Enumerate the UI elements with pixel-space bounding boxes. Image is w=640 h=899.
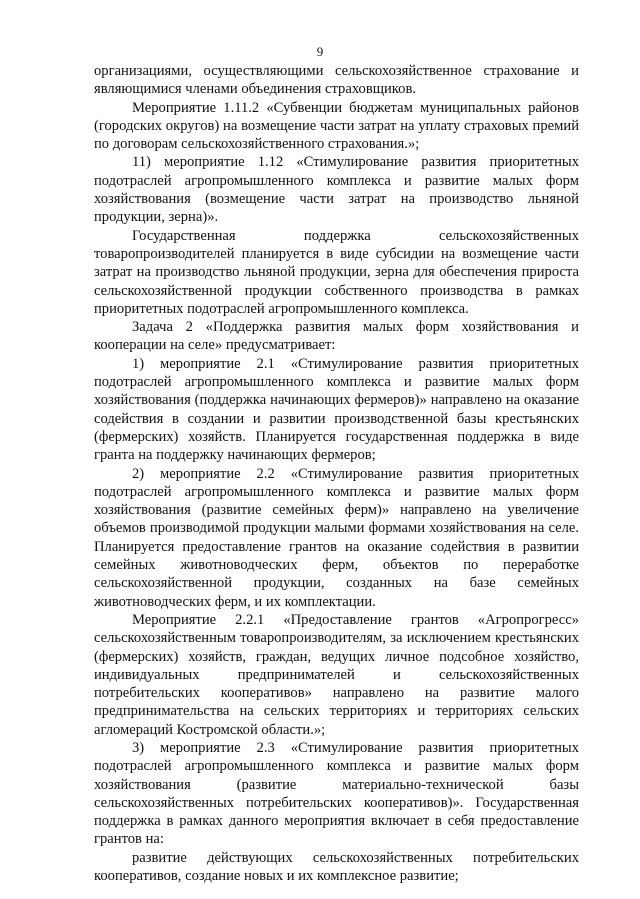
paragraph: развитие действующих сельскохозяйственных потребительских кооперативов, создание новых и их комплексное развитие; bbox=[94, 849, 579, 885]
paragraph: Государственная поддержка сельскохозяйственных товаропроизводителей планируется в виде субсидии на возмещение части затрат на производство льняной продукции, зерна для обеспечения прироста сельскохозяйственной продукции собственного производства в рамках приоритетных подотраслей агропромышленного комплекса. bbox=[94, 227, 579, 317]
paragraph: Мероприятие 1.11.2 «Субвенции бюджетам муниципальных районов (городских округов) на возмещение части затрат на уплату страховых премий по договорам сельскохозяйственного страхования.»; bbox=[94, 99, 579, 153]
paragraph: 2) мероприятие 2.2 «Стимулирование развития приоритетных подотраслей агропромышленного комплекса и развитие малых форм хозяйствования (развитие семейных ферм)» направлено на увеличение объемов производимой продукции малыми формами хозяйствования на селе. Планируется предоставление грантов на оказание содействия в развитии семейных животноводческих ферм, объектов по переработке сельскохозяйственной продукции, созданных на базе семейных животноводческих ферм, и их комплектации. bbox=[94, 465, 579, 610]
document-body bbox=[94, 62, 579, 885]
paragraph: 3) мероприятие 2.3 «Стимулирование развития приоритетных подотраслей агропромышленного комплекса и развитие малых форм хозяйствования (развитие материально-технической базы сельскохозяйственных потребительских кооперативов)». Государственная поддержка в рамках данного мероприятия включает в себя предоставление грантов на: bbox=[94, 739, 579, 848]
paragraph: 11) мероприятие 1.12 «Стимулирование развития приоритетных подотраслей агропромышленного комплекса и развитие малых форм хозяйствования (возмещение части затрат на производство льняной продукции, зерна)». bbox=[94, 154, 579, 226]
paragraph: Задача 2 «Поддержка развития малых форм хозяйствования и кооперации на селе» предусматривает: bbox=[94, 319, 579, 354]
paragraph: 1) мероприятие 2.1 «Стимулирование развития приоритетных подотраслей агропромышленного комплекса и развитие малых форм хозяйствования (поддержка начинающих фермеров)» направлено на оказание содействия в создании и развитии производственной базы крестьянских (фермерских) хозяйств. Планируется государственная поддержка в виде гранта на поддержку начинающих фермеров; bbox=[94, 355, 579, 464]
paragraph: Мероприятие 2.2.1 «Предоставление грантов «Агропрогресс» сельскохозяйственным товаропроизводителям, за исключением крестьянских (фермерских) хозяйств, граждан, ведущих личное подсобное хозяйство, индивидуальных предпринимателей и сельскохозяйственных потребительских кооперативов» направлено на развитие малого предпринимательства на сельских территориях и территориях сельских агломераций Костромской области.»; bbox=[94, 611, 579, 738]
page-number: 9 bbox=[316, 44, 324, 59]
paragraph: организациями, осуществляющими сельскохозяйственное страхование и являющимися членами объединения страховщиков. bbox=[94, 63, 579, 98]
